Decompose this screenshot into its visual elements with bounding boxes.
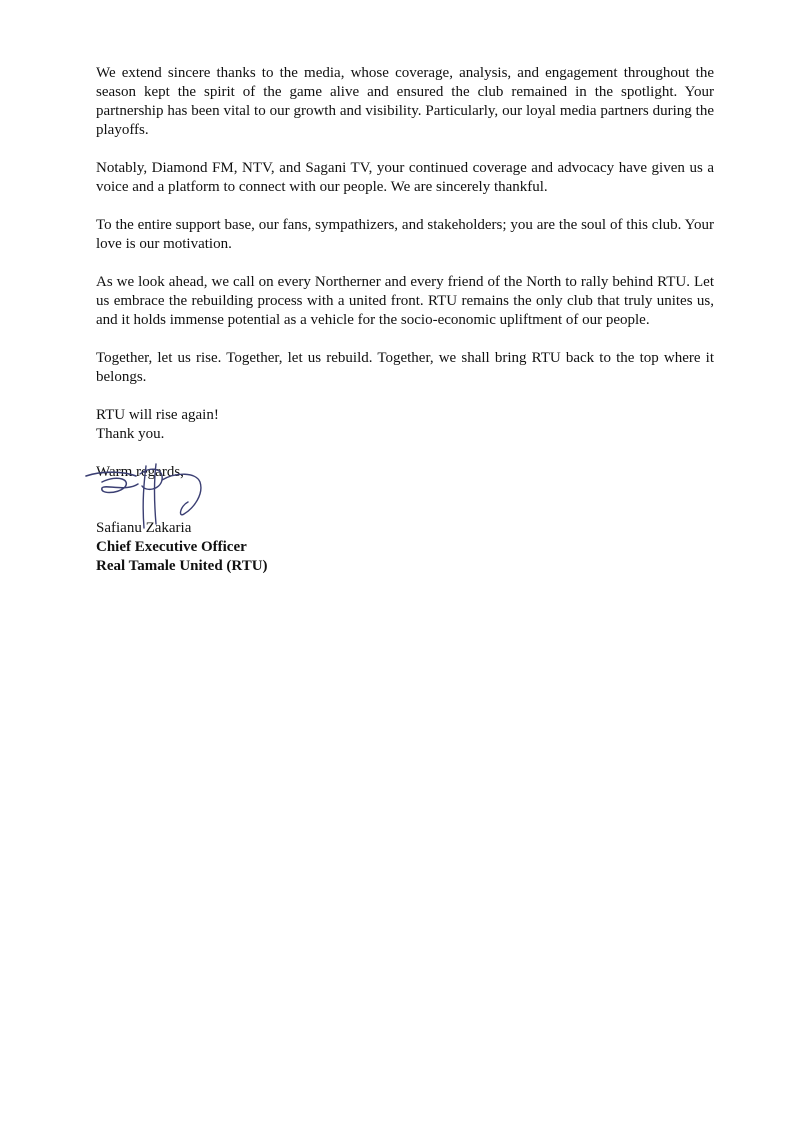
- signatory-title: Chief Executive Officer: [96, 539, 247, 555]
- paragraph-media-partners: Notably, Diamond FM, NTV, and Sagani TV, your continued coverage and advocacy have given us a voice and a platform to connect with our people. We are sincerely thankful.: [96, 160, 714, 195]
- paragraph-together: Together, let us rise. Together, let us rebuild. Together, we shall bring RTU back to the top where it belongs.: [96, 350, 714, 385]
- rise-again-line: RTU will rise again!: [96, 407, 219, 423]
- paragraph-support-base: To the entire support base, our fans, sympathizers, and stakeholders; you are the soul of this club. Your love is our motivation.: [96, 217, 714, 252]
- paragraph-media-thanks: We extend sincere thanks to the media, whose coverage, analysis, and engagement throughout the season kept the spirit of the game alive and ensured the club remained in the spotlight. Your partnership has been vital to our growth and visibility. Particularly, our loyal media partners during the playoffs.: [96, 65, 714, 138]
- organization-name: Real Tamale United (RTU): [96, 558, 268, 574]
- signature-block: [96, 463, 714, 576]
- warm-regards-line: Warm regards,: [96, 464, 184, 480]
- thank-you-line: Thank you.: [96, 426, 165, 442]
- signature-area: [96, 482, 714, 519]
- paragraph-look-ahead: As we look ahead, we call on every Northerner and every friend of the North to rally behind RTU. Let us embrace the rebuilding process with a united front. RTU remains the only club that truly unites us, and it holds immense potential as a vehicle for the socio-economic upliftment of our people.: [96, 274, 714, 328]
- letter-body: [96, 64, 714, 576]
- closing-lines: [96, 406, 714, 444]
- handwritten-signature: [84, 462, 214, 534]
- signatory-name: Safianu Zakaria: [96, 520, 192, 536]
